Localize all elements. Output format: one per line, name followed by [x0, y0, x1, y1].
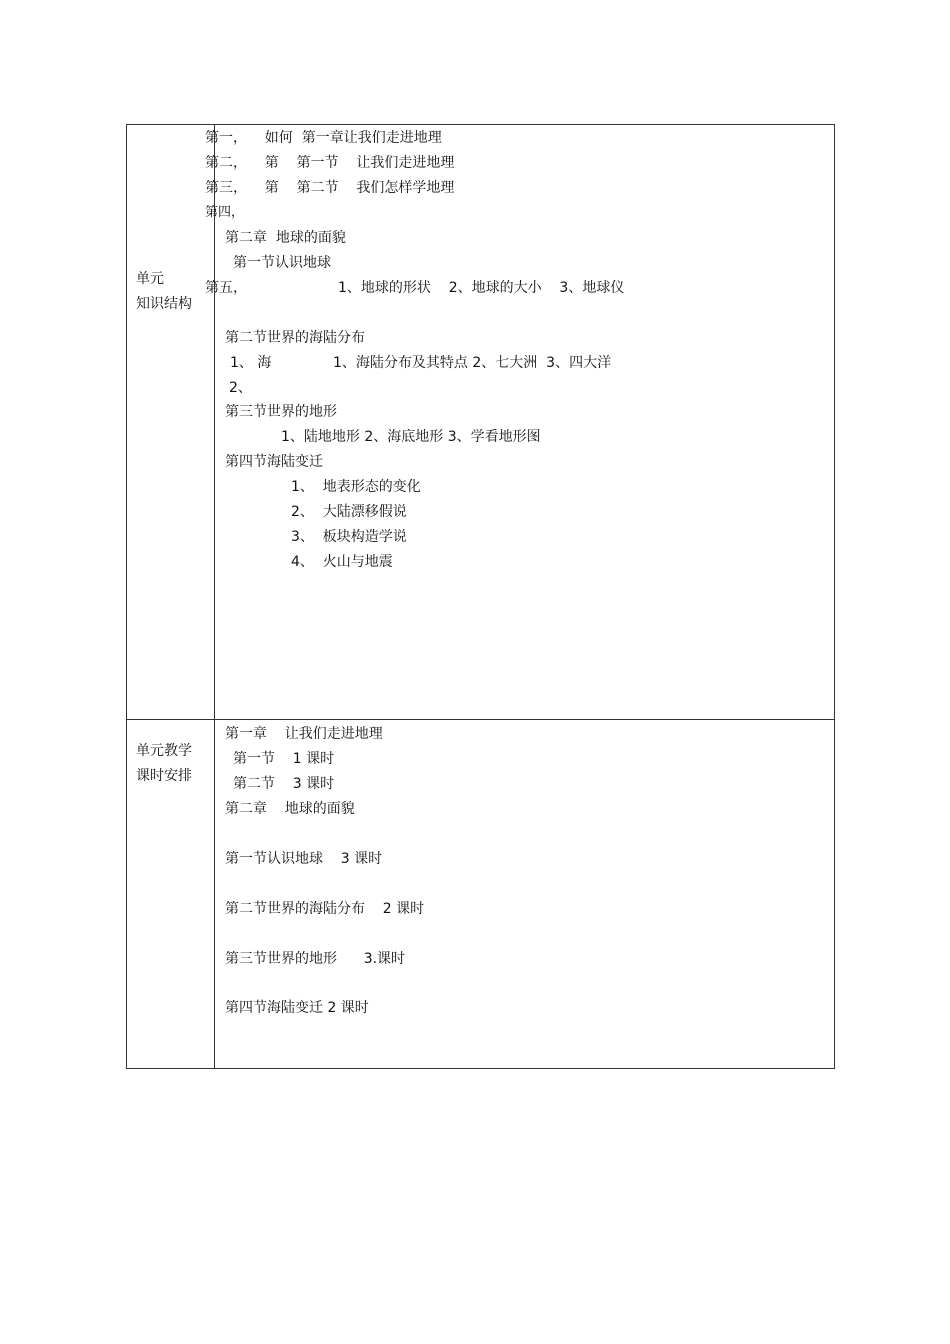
knowledge-line: 第三节世界的地形 [225, 404, 337, 420]
knowledge-line: 第一， 如何 第一章让我们走进地理 [205, 130, 442, 146]
schedule-line: 第一章 让我们走进地理 [225, 726, 383, 742]
row1-label-line2: 知识结构 [136, 296, 192, 312]
table-border-left [126, 124, 127, 1069]
row1-label-line1: 单元 [136, 271, 164, 287]
knowledge-line: 4、 火山与地震 [291, 554, 393, 570]
knowledge-line: 第四节海陆变迁 [225, 454, 323, 470]
schedule-line: 第四节海陆变迁 2 课时 [225, 1000, 369, 1016]
knowledge-line: 1、陆地地形 2、海底地形 3、学看地形图 [281, 429, 541, 445]
schedule-line: 第二节 3 课时 [233, 776, 335, 792]
knowledge-line: 1、 海 [230, 355, 272, 371]
knowledge-line: 第五， [205, 280, 247, 296]
table-column-divider [214, 124, 215, 1069]
row2-label-line2: 课时安排 [136, 768, 192, 784]
knowledge-line: 2、 大陆漂移假说 [291, 504, 407, 520]
knowledge-line: 1、 地表形态的变化 [291, 479, 421, 495]
schedule-line: 第一节 1 课时 [233, 751, 335, 767]
knowledge-line: 第三， 第 第二节 我们怎样学地理 [205, 180, 455, 196]
knowledge-line: 1、地球的形状 2、地球的大小 3、地球仪 [338, 280, 625, 296]
table-row-divider [126, 719, 835, 720]
row2-label-line1: 单元教学 [136, 743, 192, 759]
schedule-line: 第三节世界的地形 3.课时 [225, 951, 406, 967]
table-border-bottom [126, 1068, 835, 1069]
table-border-top [126, 124, 835, 125]
schedule-line: 第二节世界的海陆分布 2 课时 [225, 901, 425, 917]
knowledge-line: 第二章 地球的面貌 [225, 230, 346, 246]
knowledge-line: 3、 板块构造学说 [291, 529, 407, 545]
knowledge-line: 第一节认识地球 [233, 255, 331, 271]
schedule-line: 第一节认识地球 3 课时 [225, 851, 383, 867]
schedule-line: 第二章 地球的面貌 [225, 801, 355, 817]
table-border-right [834, 124, 835, 1069]
knowledge-line: 第二， 第 第一节 让我们走进地理 [205, 155, 455, 171]
knowledge-line: 第四， [205, 205, 245, 220]
knowledge-line: 2、 [229, 380, 252, 396]
knowledge-line: 第二节世界的海陆分布 [225, 330, 365, 346]
knowledge-line: 1、海陆分布及其特点 2、七大洲 3、四大洋 [333, 355, 612, 371]
